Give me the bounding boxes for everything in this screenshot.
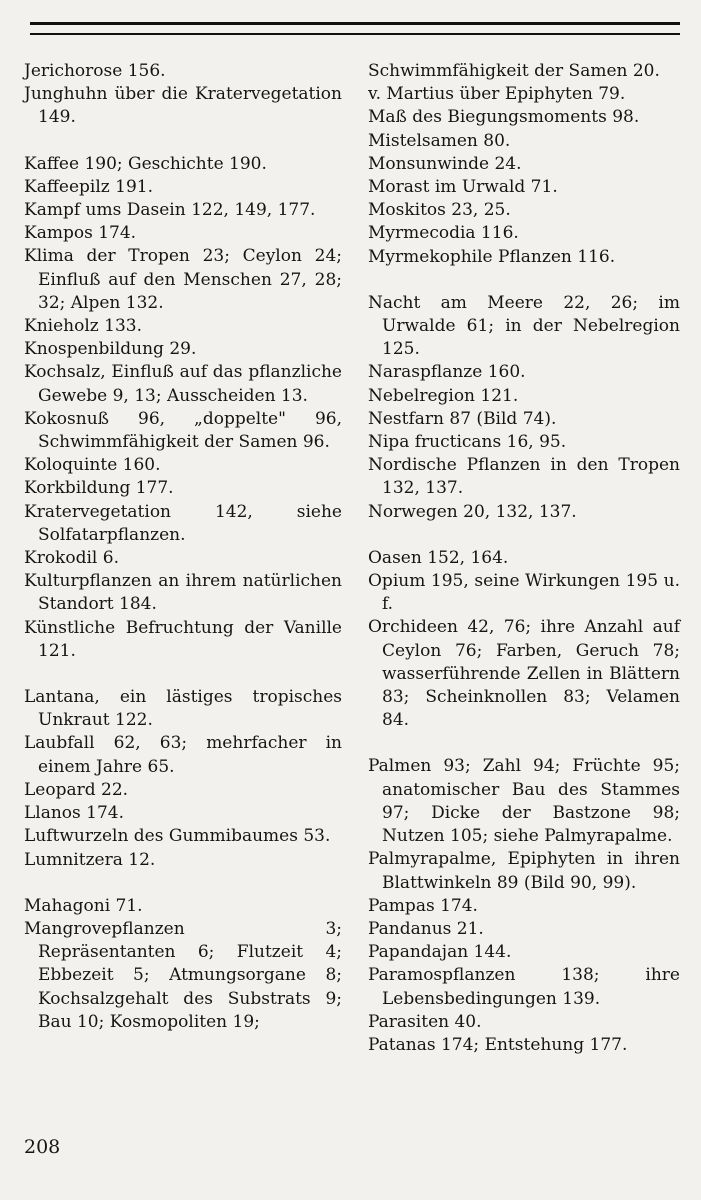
index-entry: Kaffee 190; Geschichte 190.: [24, 153, 267, 174]
index-entry: Kampos 174.: [24, 223, 137, 244]
index-entry: Maß des Biegungsmoments 98.: [368, 107, 640, 128]
index-entry: Kampf ums Dasein 122, 149, 177.: [24, 200, 316, 221]
index-entry: Paramospflanzen 138; ihre Lebensbedingungen 139.: [368, 965, 680, 1009]
index-entry: Palmen 93; Zahl 94; Früchte 95; anatomischer Bau des Stammes 97; Dicke der Bastzone 98; Nutzen 105; siehe Palmyrapalme.: [368, 756, 680, 847]
top-rule-thick: [30, 22, 680, 25]
index-entry: Palmyrapalme, Epiphyten in ihren Blattwinkeln 89 (Bild 90, 99).: [368, 849, 680, 893]
index-entry: Künstliche Befruchtung der Vanille 121.: [24, 617, 342, 661]
index-entry: Moskitos 23, 25.: [368, 200, 511, 221]
index-entry: Kratervegetation 142, siehe Solfatarpflanzen.: [24, 501, 342, 545]
index-entry: Mangrovepflanzen 3; Repräsentanten 6; Flutzeit 4; Ebbezeit 5; Atmungsorgane 8; Kochsalzgehalt des Substrats 9; Bau 10; Kosmopoliten 19;: [24, 918, 342, 1032]
index-entry: Parasiten 40.: [368, 1011, 482, 1032]
index-entry: Lantana, ein lästiges tropisches Unkraut 122.: [24, 687, 342, 731]
index-entry: Korkbildung 177.: [24, 478, 174, 499]
index-entry: Leopard 22.: [24, 779, 129, 800]
index-entry: Kokosnuß 96, „doppelte" 96, Schwimmfähigkeit der Samen 96.: [24, 408, 342, 453]
index-entry: Schwimmfähigkeit der Samen 20.: [368, 61, 660, 81]
index-column-right: [368, 60, 680, 1057]
section-gap: [368, 524, 680, 547]
index-entry: Nordische Pflanzen in den Tropen 132, 137.: [368, 455, 680, 499]
index-entry: Nacht am Meere 22, 26; im Urwalde 61; in der Nebelregion 125.: [368, 292, 680, 360]
index-entry: Llanos 174.: [24, 803, 125, 824]
index-entry: Luftwurzeln des Gummibaumes 53.: [24, 826, 331, 847]
index-entry: Myrmecodia 116.: [368, 223, 519, 244]
index-entry: Nebelregion 121.: [368, 385, 519, 406]
index-entry: Pandanus 21.: [368, 918, 484, 939]
index-entry: Knieholz 133.: [24, 316, 142, 337]
top-rule-thin: [30, 33, 680, 35]
index-entry: Koloquinte 160.: [24, 455, 161, 476]
index-entry: Mistelsamen 80.: [368, 130, 511, 151]
index-entry: Kulturpflanzen an ihrem natürlichen Standort 184.: [24, 571, 342, 615]
index-entry: Kaffeepilz 191.: [24, 176, 154, 197]
index-entry: Norwegen 20, 132, 137.: [368, 501, 577, 522]
index-entry: Laubfall 62, 63; mehrfacher in einem Jahre 65.: [24, 733, 342, 777]
index-entry: Mahagoni 71.: [24, 895, 143, 916]
index-entry: Orchideen 42, 76; ihre Anzahl auf Ceylon 76; Farben, Geruch 78; wasserführende Zellen in Blättern 83; Scheinknollen 83; Velamen 84.: [368, 617, 680, 731]
index-entry: Klima der Tropen 23; Ceylon 24; Einfluß auf den Menschen 27, 28; 32; Alpen 132.: [24, 246, 342, 313]
index-entry: Junghuhn über die Kratervegetation 149.: [24, 84, 342, 128]
index-entry: Papandajan 144.: [368, 942, 512, 963]
section-gap: [24, 130, 342, 153]
section-gap: [24, 663, 342, 686]
section-gap: [368, 269, 680, 292]
index-entry: Naraspflanze 160.: [368, 362, 526, 383]
index-entry: Jerichorose 156.: [24, 61, 166, 81]
index-entry: Myrmekophile Pflanzen 116.: [368, 246, 616, 267]
index-entry: Opium 195, seine Wirkungen 195 u. f.: [368, 571, 680, 615]
index-entry: v. Martius über Epiphyten 79.: [368, 84, 626, 105]
index-entry: Knospenbildung 29.: [24, 339, 197, 360]
index-entry: Lumnitzera 12.: [24, 849, 156, 870]
index-entry: Kochsalz, Einfluß auf das pflanzliche Gewebe 9, 13; Ausscheiden 13.: [24, 362, 342, 406]
index-entry: Morast im Urwald 71.: [368, 177, 558, 198]
index-entry: Nestfarn 87 (Bild 74).: [368, 408, 557, 429]
page-number: 208: [24, 1136, 61, 1158]
index-entry: Nipa fructicans 16, 95.: [368, 432, 567, 453]
index-entry: Krokodil 6.: [24, 548, 119, 569]
index-column-left: [24, 60, 342, 1034]
index-entry: Pampas 174.: [368, 895, 478, 916]
section-gap: [24, 872, 342, 895]
index-entry: Monsunwinde 24.: [368, 153, 522, 174]
index-entry: Oasen 152, 164.: [368, 547, 509, 568]
index-entry: Patanas 174; Entstehung 177.: [368, 1034, 628, 1055]
section-gap: [368, 732, 680, 755]
